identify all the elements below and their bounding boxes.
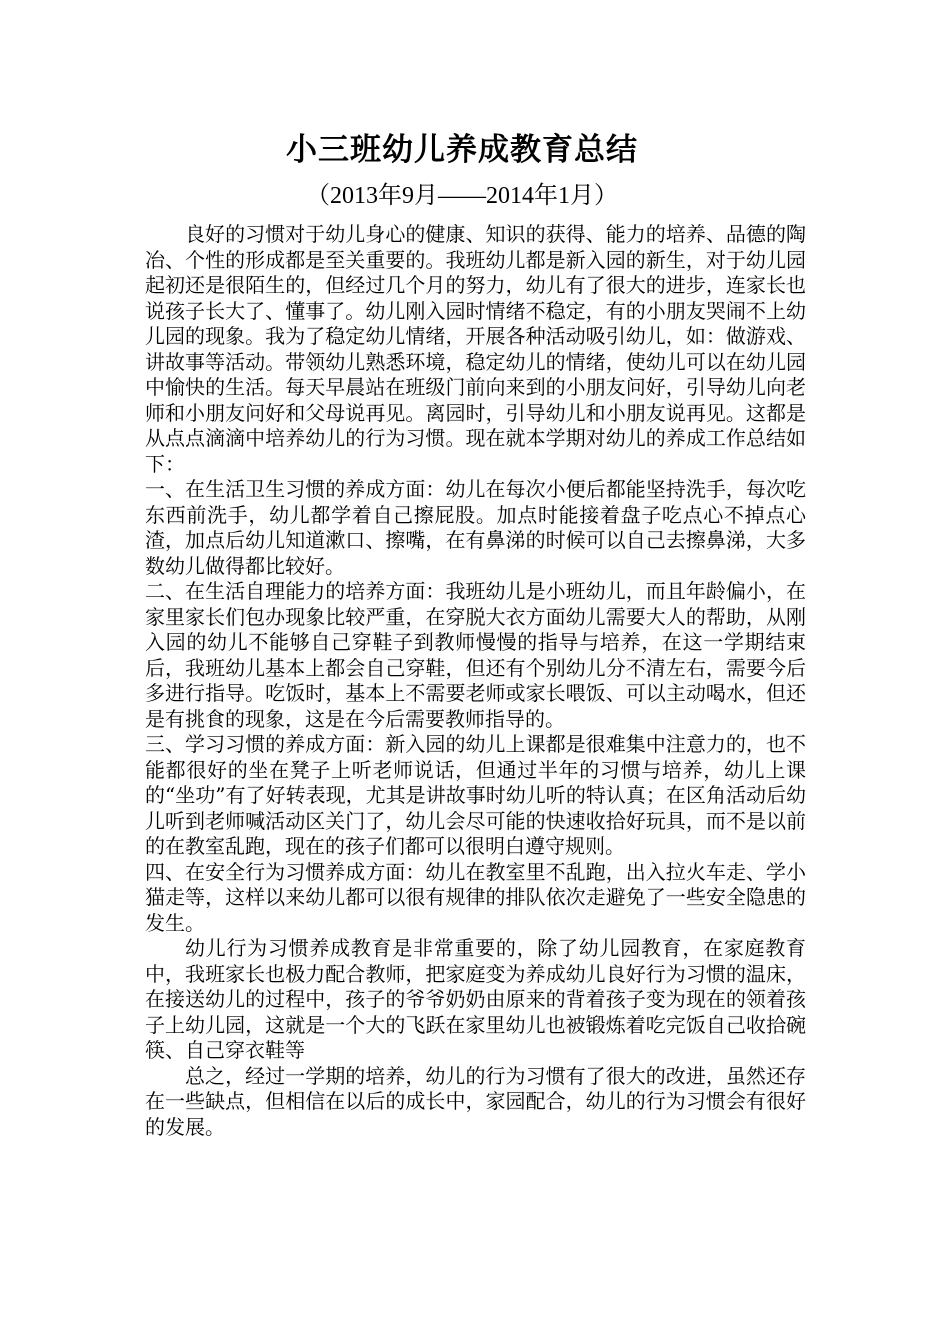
conclusion-paragraph: 总之，经过一学期的培养，幼儿的行为习惯有了很大的改进，虽然还存在一些缺点，但相信在以后的成长中，家园配合，幼儿的行为习惯会有很好的发展。 [145,1063,806,1139]
intro-paragraph: 良好的习惯对于幼儿身心的健康、知识的获得、能力的培养、品德的陶冶、个性的形成都是至关重要的。我班幼儿都是新入园的新生，对于幼儿园起初还是很陌生的，但经过几个月的努力，幼儿有了很大的进步，连家长也说孩子长大了、懂事了。幼儿刚入园时情绪不稳定，有的小朋友哭闹不上幼儿园的现象。我为了稳定幼儿情绪，开展各种活动吸引幼儿，如：做游戏、讲故事等活动。带领幼儿熟悉环境，稳定幼儿的情绪，使幼儿可以在幼儿园中愉快的生活。每天早晨站在班级门前向来到的小朋友问好，引导幼儿向老师和小朋友问好和父母说再见。离园时，引导幼儿和小朋友说再见。这都是从点点滴滴中培养幼儿的行为习惯。现在就本学期对幼儿的养成工作总结如下： [145,222,806,476]
home-education-paragraph: 幼儿行为习惯养成教育是非常重要的，除了幼儿园教育，在家庭教育中，我班家长也极力配合教师，把家庭变为养成幼儿良好行为习惯的温床，在接送幼儿的过程中，孩子的爷爷奶奶由原来的背着孩子变为现在的领着孩子上幼儿园，这就是一个大的飞跃在家里幼儿也被锻炼着吃完饭自己收拾碗筷、自己穿衣鞋等 [145,936,806,1062]
document-body [145,222,806,1140]
section-self-care-paragraph: 二、在生活自理能力的培养方面：我班幼儿是小班幼儿，而且年龄偏小，在家里家长们包办现象比较严重，在穿脱大衣方面幼儿需要大人的帮助，从刚入园的幼儿不能够自己穿鞋子到教师慢慢的指导与培养，在这一学期结束后，我班幼儿基本上都会自己穿鞋，但还有个别幼儿分不清左右，需要今后多进行指导。吃饭时，基本上不需要老师或家长喂饭、可以主动喝水，但还是有挑食的现象，这是在今后需要教师指导的。 [145,579,806,731]
section-hygiene-paragraph: 一、在生活卫生习惯的养成方面：幼儿在每次小便后都能坚持洗手，每次吃东西前洗手，幼儿都学着自己擦屁股。加点时能接着盘子吃点心不掉点心渣，加点后幼儿知道漱口、擦嘴，在有鼻涕的时候可以自己去擦鼻涕，大多数幼儿做得都比较好。 [145,477,806,578]
section-safety-paragraph: 四、在安全行为习惯养成方面：幼儿在教室里不乱跑，出入拉火车走、学小猫走等，这样以来幼儿都可以很有规律的排队依次走避免了一些安全隐患的发生。 [145,859,806,935]
document-title: 小三班幼儿养成教育总结 [286,132,638,168]
document-subtitle: （2013年9月——2014年1月） [306,183,618,209]
section-study-habits-paragraph: 三、学习习惯的养成方面：新入园的幼儿上课都是很难集中注意力的，也不能都很好的坐在凳子上听老师说话，但通过半年的习惯与培养，幼儿上课的“坐功”有了好转表现，尤其是讲故事时幼儿听的特认真；在区角活动后幼儿听到老师喊活动区关门了，幼儿会尽可能的快速收拾好玩具，而不是以前的在教室乱跑，现在的孩子们都可以很明白遵守规则。 [145,732,806,858]
